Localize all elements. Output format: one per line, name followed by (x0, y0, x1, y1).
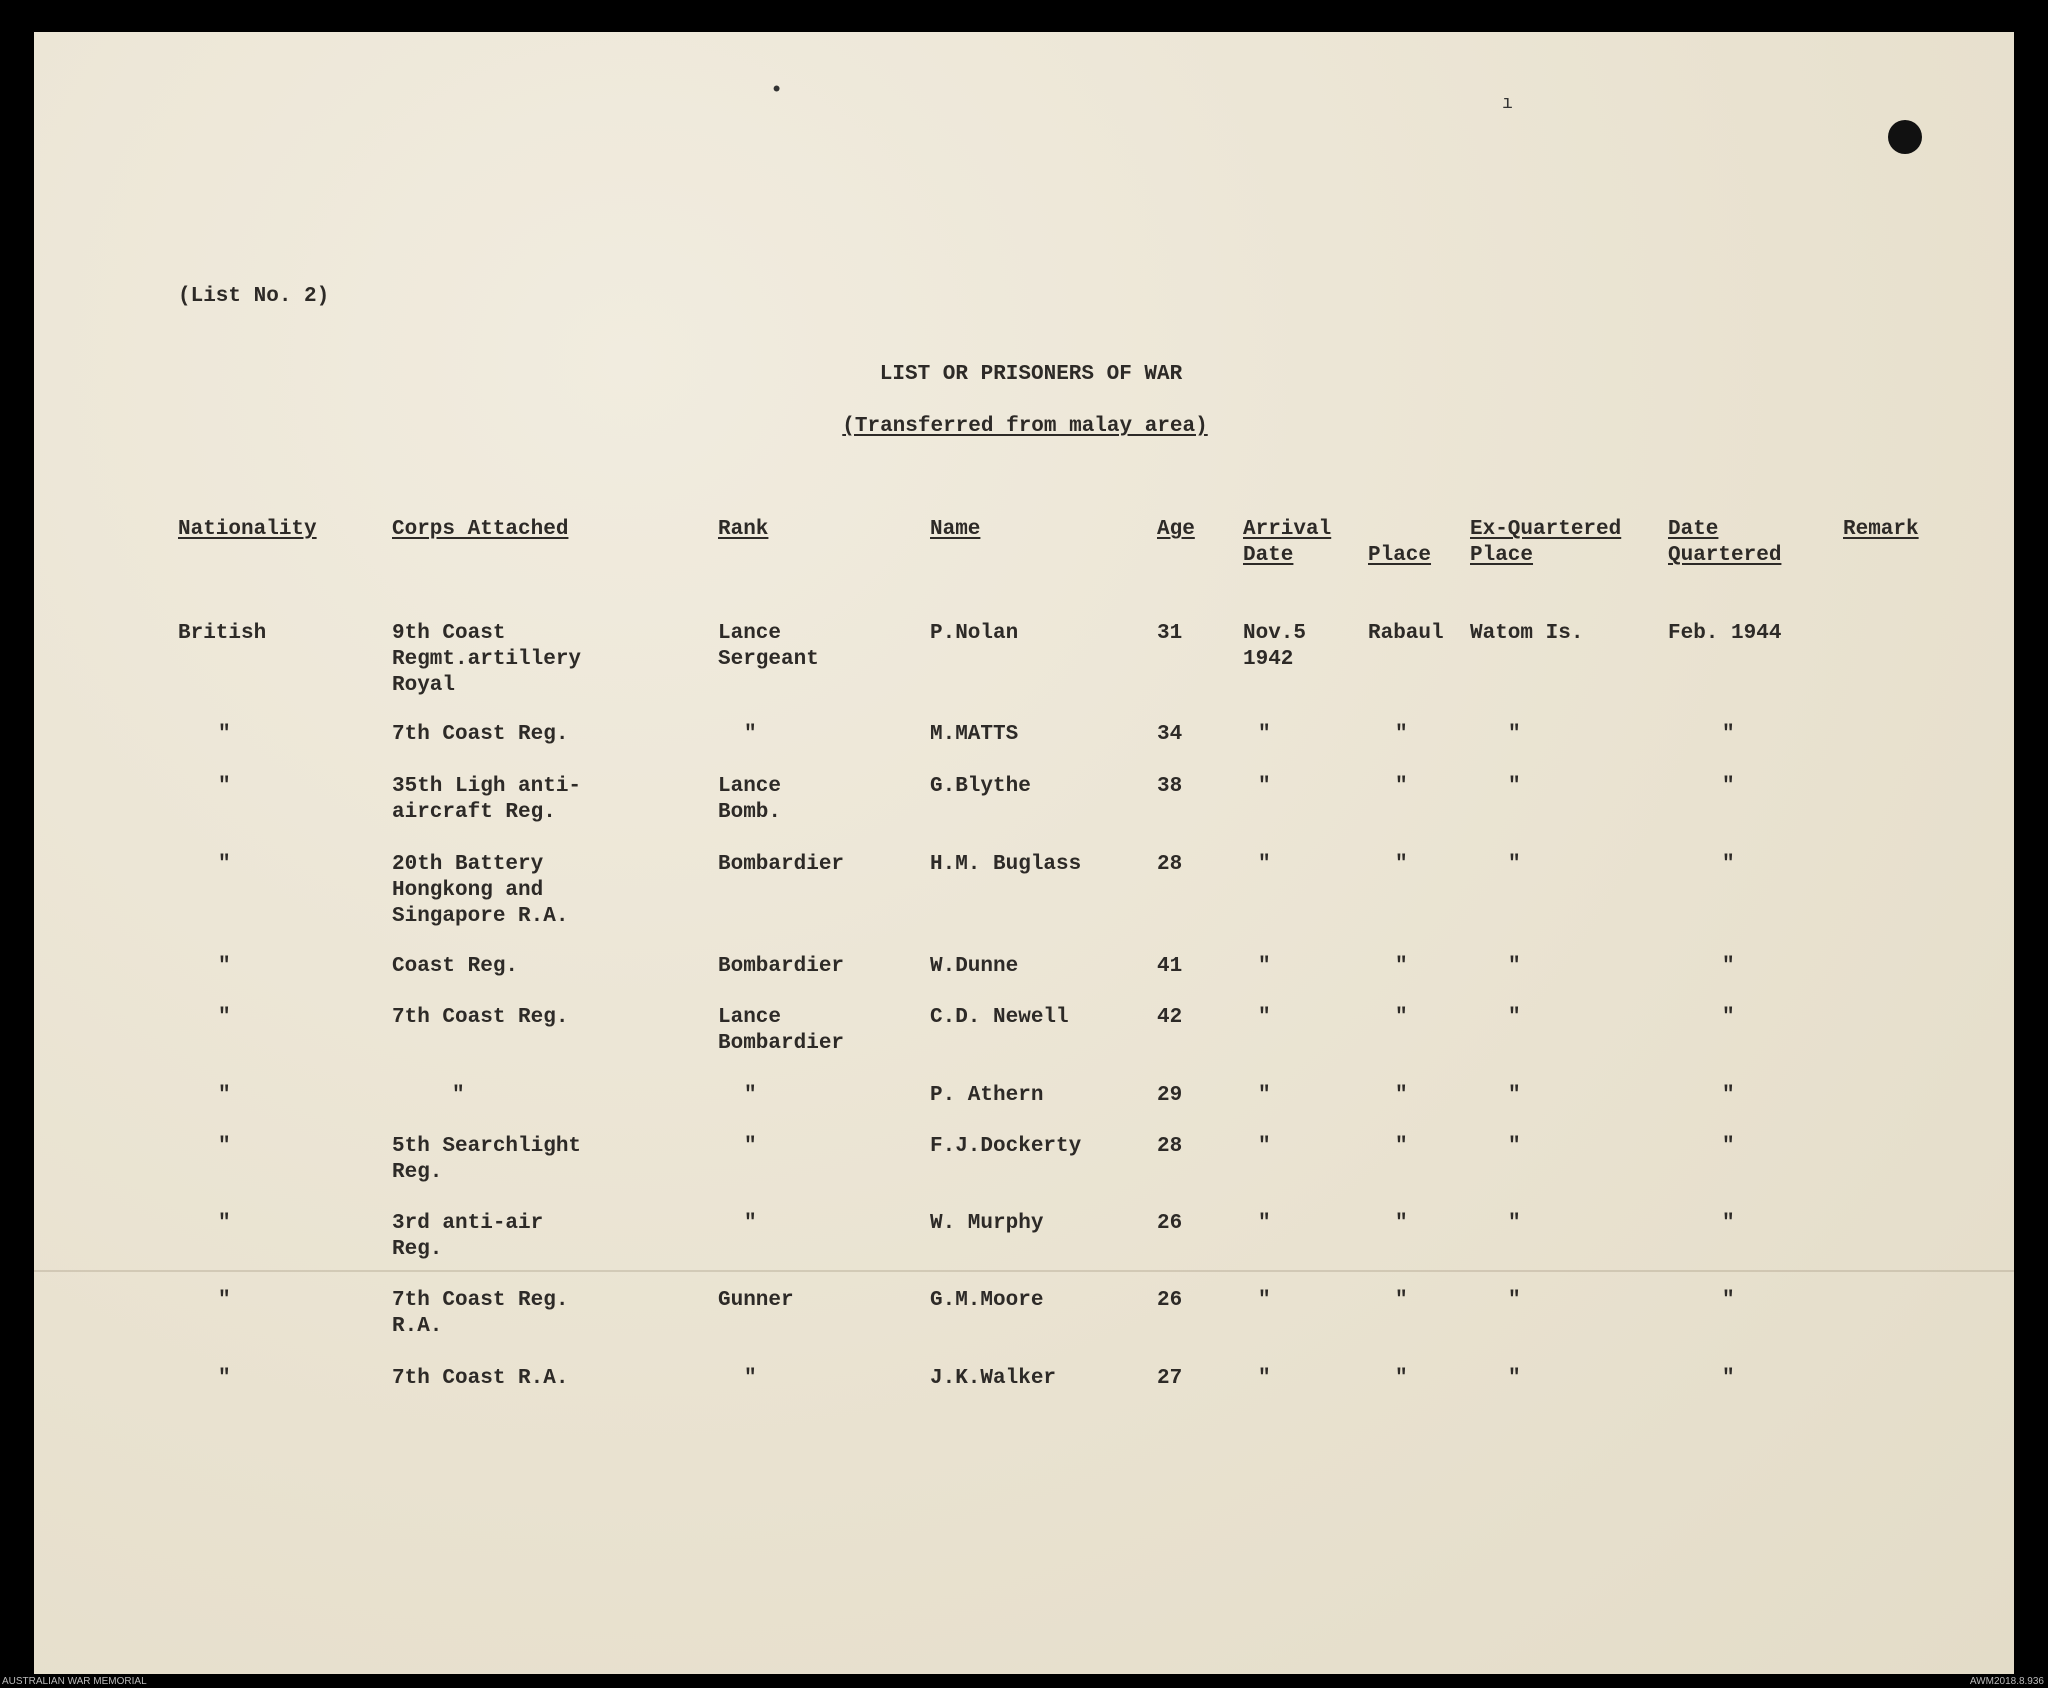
cell-arrival: " (1258, 853, 1271, 876)
cell-age: 26 (1157, 1212, 1183, 1235)
cell-name: F.J.Dockerty (930, 1135, 1082, 1158)
header-ex-quartered-place: Ex-Quartered Place (1470, 518, 1622, 567)
cell-exq: " (1508, 1006, 1521, 1029)
cell-dateq: " (1722, 1084, 1735, 1107)
header-place: Place (1368, 544, 1432, 567)
cell-corps: 7th Coast Reg. (392, 1006, 569, 1029)
cell-age: 28 (1157, 853, 1183, 876)
header-arrival-date: Arrival Date (1243, 518, 1332, 567)
footer-source: AUSTRALIAN WAR MEMORIAL (2, 1676, 147, 1687)
header-date-quartered: Date Quartered (1668, 518, 1782, 567)
cell-rank: " (744, 1212, 757, 1235)
header-remark: Remark (1843, 518, 1919, 541)
cell-age: 26 (1157, 1289, 1183, 1312)
cell-rank: " (744, 1135, 757, 1158)
cell-place: " (1395, 1006, 1408, 1029)
cell-exq: " (1508, 955, 1521, 978)
cell-arrival: " (1258, 1212, 1271, 1235)
cell-exq: " (1508, 853, 1521, 876)
header-nationality: Nationality (178, 518, 317, 541)
footer-accession: AWM2018.8.936 (1969, 1676, 2044, 1687)
cell-rank: Lance Sergeant (718, 622, 819, 671)
cell-place: " (1395, 1135, 1408, 1158)
cell-corps: Coast Reg. (392, 955, 519, 978)
cell-rank: " (744, 1367, 757, 1390)
document-title: LIST OR PRISONERS OF WAR (879, 363, 1183, 386)
cell-place: " (1395, 1212, 1408, 1235)
cell-arrival: " (1258, 1289, 1271, 1312)
header-name: Name (930, 518, 981, 541)
paper-mark: ı (1502, 94, 1513, 114)
cell-nationality: " (218, 1367, 231, 1390)
cell-corps: 7th Coast Reg. R.A. (392, 1289, 569, 1338)
cell-name: P.Nolan (930, 622, 1019, 645)
cell-age: 27 (1157, 1367, 1183, 1390)
cell-rank: " (744, 723, 757, 746)
cell-arrival: " (1258, 1006, 1271, 1029)
paper-fold-line (34, 1270, 2014, 1272)
cell-exq: " (1508, 1367, 1521, 1390)
cell-place: " (1395, 853, 1408, 876)
cell-corps: 3rd anti-air Reg. (392, 1212, 544, 1261)
cell-dateq: " (1722, 1135, 1735, 1158)
cell-corps: 5th Searchlight Reg. (392, 1135, 582, 1184)
cell-age: 29 (1157, 1084, 1183, 1107)
cell-rank: Lance Bombardier (718, 1006, 845, 1055)
cell-arrival: " (1258, 1367, 1271, 1390)
cell-corps: 7th Coast R.A. (392, 1367, 569, 1390)
cell-nationality: " (218, 1006, 231, 1029)
cell-arrival: " (1258, 955, 1271, 978)
cell-place: " (1395, 1367, 1408, 1390)
cell-name: G.M.Moore (930, 1289, 1044, 1312)
cell-place: " (1395, 775, 1408, 798)
list-number: (List No. 2) (178, 285, 330, 308)
punch-hole (1888, 120, 1922, 154)
document-subtitle: (Transferred from malay area) (842, 415, 1208, 438)
cell-name: G.Blythe (930, 775, 1031, 798)
cell-corps: 20th Battery Hongkong and Singapore R.A. (392, 853, 569, 928)
cell-name: J.K.Walker (930, 1367, 1057, 1390)
cell-age: 41 (1157, 955, 1183, 978)
cell-nationality: " (218, 955, 231, 978)
cell-dateq: " (1722, 853, 1735, 876)
cell-name: M.MATTS (930, 723, 1019, 746)
cell-exq: " (1508, 1289, 1521, 1312)
cell-place: " (1395, 1289, 1408, 1312)
cell-rank: Lance Bomb. (718, 775, 782, 824)
cell-name: W.Dunne (930, 955, 1019, 978)
cell-age: 31 (1157, 622, 1183, 645)
cell-exq: Watom Is. (1470, 622, 1584, 645)
header-age: Age (1157, 518, 1195, 541)
cell-name: C.D. Newell (930, 1006, 1069, 1029)
cell-rank: Bombardier (718, 955, 845, 978)
cell-nationality: " (218, 775, 231, 798)
cell-dateq: " (1722, 1289, 1735, 1312)
cell-dateq: " (1722, 775, 1735, 798)
cell-arrival: " (1258, 1084, 1271, 1107)
cell-rank: " (744, 1084, 757, 1107)
paper-mark: • (770, 78, 784, 103)
cell-dateq: " (1722, 723, 1735, 746)
cell-dateq: " (1722, 1367, 1735, 1390)
cell-age: 38 (1157, 775, 1183, 798)
cell-name: H.M. Buglass (930, 853, 1082, 876)
cell-arrival: " (1258, 775, 1271, 798)
cell-arrival: " (1258, 723, 1271, 746)
cell-dateq: " (1722, 955, 1735, 978)
cell-place: " (1395, 1084, 1408, 1107)
cell-exq: " (1508, 1084, 1521, 1107)
cell-nationality: " (218, 723, 231, 746)
cell-corps: 9th Coast Regmt.artillery Royal (392, 622, 582, 697)
cell-nationality: " (218, 853, 231, 876)
header-corps: Corps Attached (392, 518, 569, 541)
cell-nationality: " (218, 1084, 231, 1107)
cell-dateq: " (1722, 1006, 1735, 1029)
cell-corps: 35th Ligh anti- aircraft Reg. (392, 775, 582, 824)
header-rank: Rank (718, 518, 769, 541)
cell-arrival: Nov.5 1942 (1243, 622, 1307, 671)
cell-age: 42 (1157, 1006, 1183, 1029)
cell-nationality: British (178, 622, 267, 645)
cell-place: " (1395, 723, 1408, 746)
cell-arrival: " (1258, 1135, 1271, 1158)
cell-exq: " (1508, 723, 1521, 746)
cell-corps: " (452, 1084, 465, 1107)
cell-nationality: " (218, 1212, 231, 1235)
cell-dateq: " (1722, 1212, 1735, 1235)
cell-name: W. Murphy (930, 1212, 1044, 1235)
cell-nationality: " (218, 1289, 231, 1312)
cell-corps: 7th Coast Reg. (392, 723, 569, 746)
cell-rank: Bombardier (718, 853, 845, 876)
cell-nationality: " (218, 1135, 231, 1158)
cell-exq: " (1508, 775, 1521, 798)
cell-exq: " (1508, 1212, 1521, 1235)
cell-age: 28 (1157, 1135, 1183, 1158)
cell-name: P. Athern (930, 1084, 1044, 1107)
cell-exq: " (1508, 1135, 1521, 1158)
cell-place: Rabaul (1368, 622, 1444, 645)
cell-rank: Gunner (718, 1289, 794, 1312)
cell-dateq: Feb. 1944 (1668, 622, 1782, 645)
cell-place: " (1395, 955, 1408, 978)
cell-age: 34 (1157, 723, 1183, 746)
